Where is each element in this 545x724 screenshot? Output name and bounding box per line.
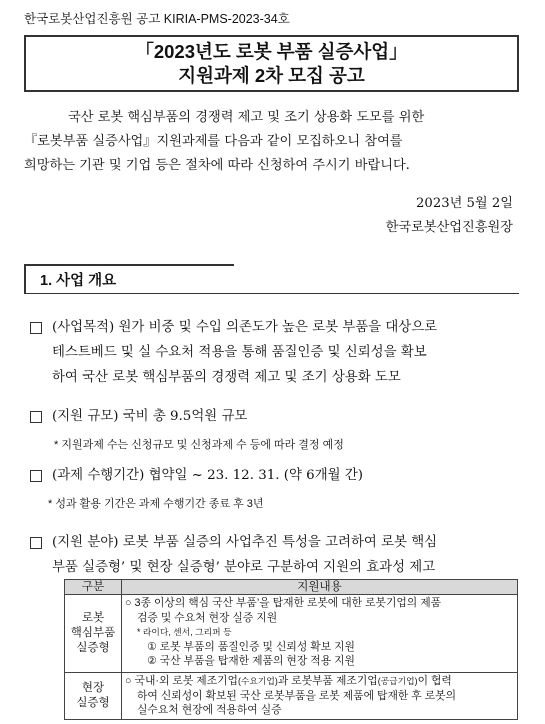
checkbox-icon	[30, 322, 42, 334]
scale-note: * 지원과제 수는 신청규모 및 신청과제 수 등에 따라 결정 예정	[54, 439, 344, 451]
content-field-demo	[122, 673, 518, 720]
field-line-1: (지원 분야) 로봇 부품 실증의 사업추진 특성을 고려하여 로봇 핵심	[52, 535, 438, 550]
checkbox-icon	[30, 537, 42, 549]
checkbox-icon	[30, 411, 42, 423]
purpose-line-2: 테스트베드 및 실 수요처 적용을 통해 품질인증 및 신뢰성을 확보	[52, 345, 427, 360]
purpose-line-1: (사업목적) 원가 비중 및 수입 의존도가 높은 로봇 부품을 대상으로	[52, 320, 438, 335]
category-core-parts	[65, 595, 122, 673]
category-text: 핵심부품	[70, 627, 116, 639]
checkbox-icon	[30, 470, 42, 482]
col-content: 지원내용	[122, 580, 518, 595]
table-header-row	[65, 580, 518, 595]
category-text: 현장	[81, 682, 105, 694]
section-title: 1. 사업 개요	[40, 273, 117, 289]
title-box	[24, 35, 519, 92]
content-text: 실수요처 현장에 적용하여 실증	[137, 704, 282, 716]
content-text: ② 국산 부품을 탑재한 제품의 현장 적용 지원	[147, 655, 355, 667]
period-line: (과제 수행기간) 협약일 ~ 23. 12. 31. (약 6개월 간)	[52, 468, 363, 483]
category-field-demo	[65, 673, 122, 720]
notice-number: 한국로봇산업진흥원 공고 KIRIA-PMS-2023-34호	[24, 12, 290, 26]
field-line-2: 부품 실증형’ 및 현장 실증형’ 분야로 구분하여 지원의 효과성 제고	[52, 560, 436, 575]
title-line-2: 지원과제 2차 모집 공고	[178, 64, 365, 86]
table-row	[65, 673, 518, 720]
section-divider	[24, 293, 519, 294]
content-text: 하여 신뢰성이 확보된 국산 로봇부품을 로봇 제품에 탑재한 후 로봇의	[137, 689, 457, 702]
intro-line-3: 희망하는 기관 및 기업 등은 절차에 따라 신청하여 주시기 바랍니다.	[24, 158, 410, 173]
issuer-name: 한국로봇산업진흥원장	[385, 220, 513, 235]
category-text: 실증형	[76, 642, 110, 654]
intro-line-1: 국산 로봇 핵심부품의 경쟁력 제고 및 조기 상용화 도모를 위한	[68, 110, 425, 125]
content-text: ○ 3종 이상의 핵심 국산 부품’을 탑재한 로봇에 대한 로봇기업의 제품	[125, 597, 442, 609]
title-line-1: 「2023년도 로봇 부품 실증사업」	[135, 40, 408, 62]
scale-line: (지원 규모) 국비 총 9.5억원 규모	[52, 409, 248, 424]
purpose-line-3: 하여 국산 로봇 핵심부품의 경쟁력 제고 및 조기 상용화 도모	[52, 370, 401, 385]
content-text: ○ 국내·외 로봇 제조기업(수요기업)과 로봇부품 제조기업(공급기업)이 협력	[125, 675, 452, 687]
col-category: 구분	[65, 580, 122, 595]
content-text: 검증 및 수요처 현장 실증 지원	[137, 611, 278, 624]
intro-line-2: 『로봇부품 실증사업』지원과제를 다음과 같이 모집하오니 참여를	[24, 134, 403, 149]
category-text: 로봇	[81, 612, 105, 624]
support-table	[64, 579, 518, 720]
period-note: * 성과 활용 기간은 과제 수행기간 종료 후 3년	[48, 498, 264, 510]
content-core-parts	[122, 595, 518, 673]
content-note: * 라이다, 센서, 그리퍼 등	[137, 627, 232, 637]
content-text: ① 로봇 부품의 품질인증 및 신뢰성 확보 지원	[147, 640, 355, 653]
category-text: 실증형	[76, 697, 110, 709]
announcement-date: 2023년 5월 2일	[416, 196, 513, 211]
table-row	[65, 595, 518, 673]
